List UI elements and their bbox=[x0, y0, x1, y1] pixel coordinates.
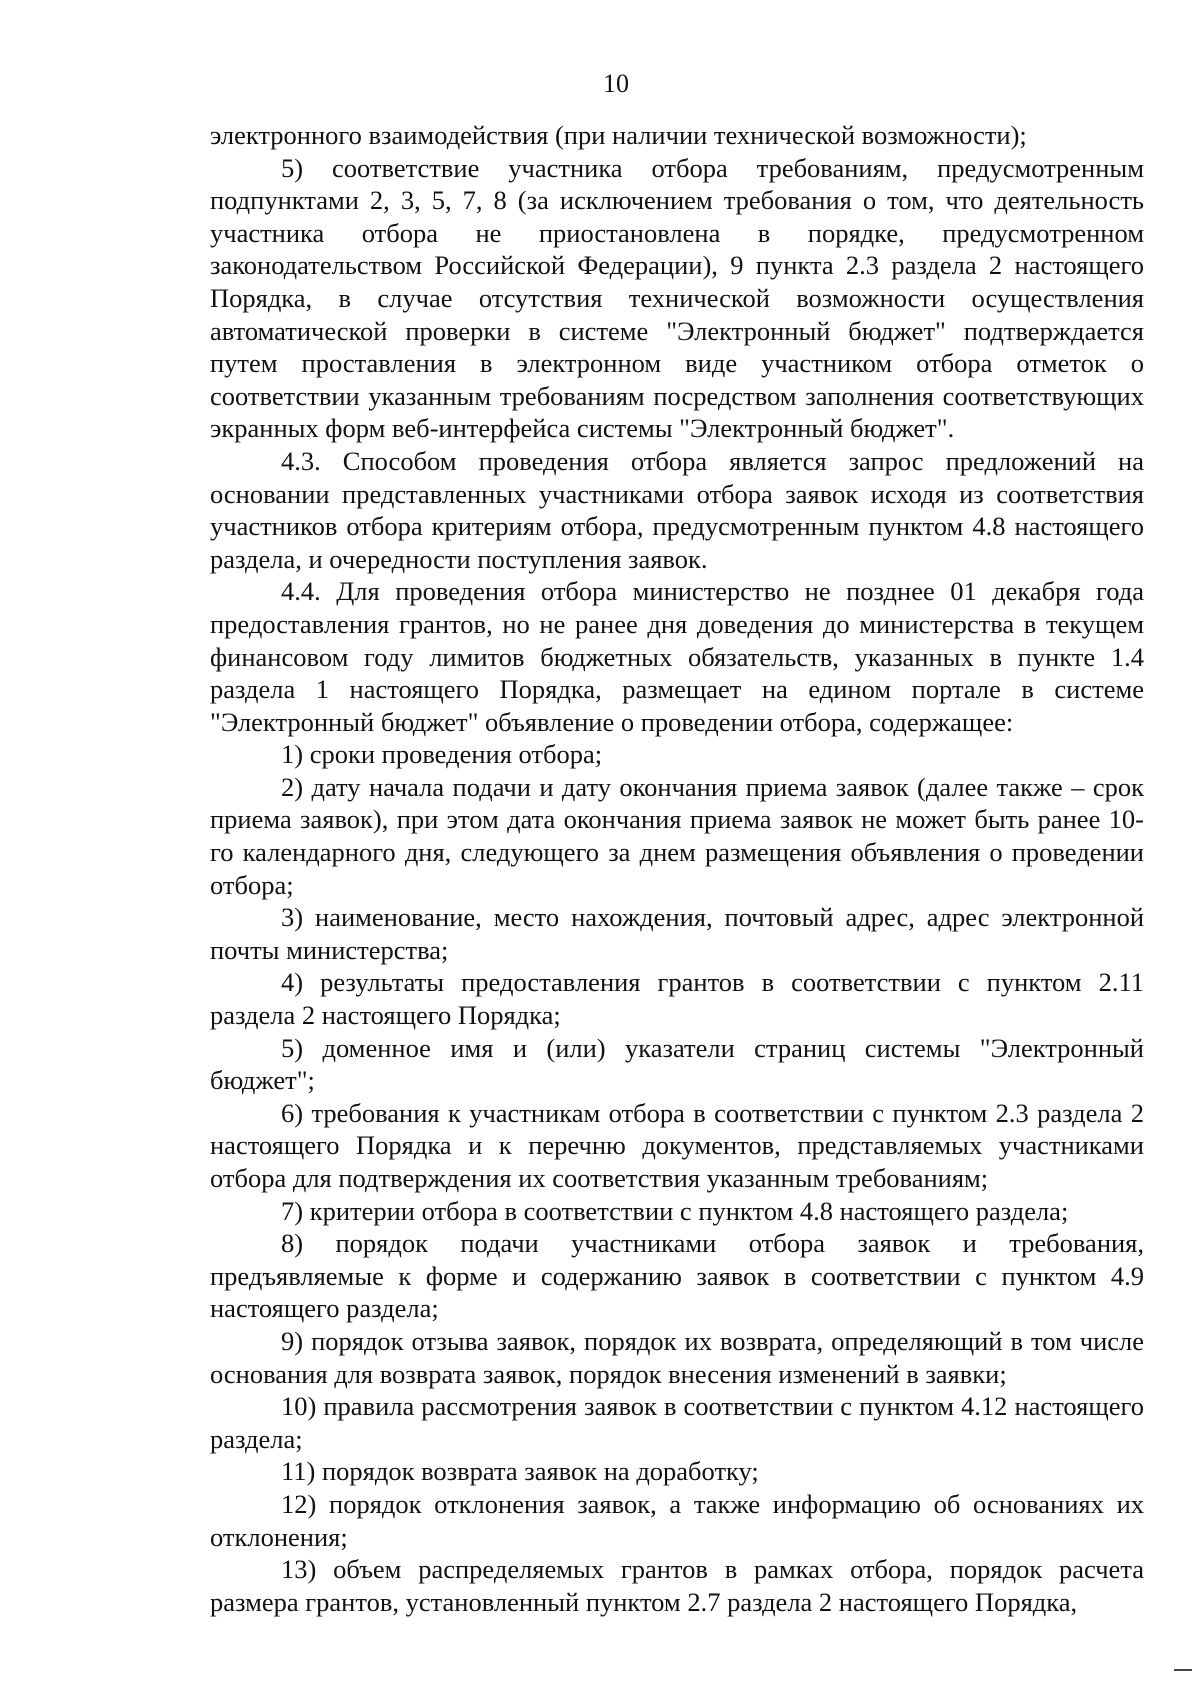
list-item-7: 7) критерии отбора в соответствии с пунктом 4.8 настоящего раздела; bbox=[281, 1195, 1069, 1226]
list-item-1: 1) сроки проведения отбора; bbox=[281, 739, 603, 770]
list-item-3: 3) наименование, место нахождения, почтовый адрес, адрес электронной почты министерства; bbox=[210, 902, 1144, 965]
list-item-9: 9) порядок отзыва заявок, порядок их возврата, определяющий в том числе основания для возврата заявок, порядок внесения изменений в заявки; bbox=[210, 1325, 1144, 1389]
list-item-2: 2) дату начала подачи и дату окончания приема заявок (далее также – срок приема заявок), при этом дата окончания приема заявок не может быть ранее 10-го календарного дня, следующего за днем размещения объявления о проведении отбора; bbox=[210, 771, 1144, 900]
page-number: 10 bbox=[603, 69, 629, 98]
paragraph-item-5: 5) соответствие участника отбора требованиям, предусмотренным подпунктами 2, 3, 5, 7, 8 (за исключением требования о том, что деятельность участника отбора не приостановлена в порядке, предусмотренном законодательством Российской Федерации), 9 пункта 2.3 раздела 2 настоящего Порядка, в случае отсутствия технической возможности осуществления автоматической проверки в системе "Электронный бюджет" подтверждается путем проставления в электронном виде участником отбора отметок о соответствии указанным требованиям посредством заполнения соответствующих экранных форм веб-интерфейса системы "Электронный бюджет". bbox=[210, 152, 1144, 444]
document-body bbox=[210, 119, 1144, 1618]
list-item-10: 10) правила рассмотрения заявок в соответствии с пунктом 4.12 настоящего раздела; bbox=[210, 1391, 1144, 1454]
list-item-4: 4) результаты предоставления грантов в соответствии с пунктом 2.11 раздела 2 настоящего Порядка; bbox=[210, 967, 1144, 1031]
paragraph-continuation: электронного взаимодействия (при наличии технической возможности); bbox=[210, 120, 1027, 150]
scan-edge-mark bbox=[1174, 1669, 1192, 1671]
list-item-8: 8) порядок подачи участниками отбора заявок и требования, предъявляемые к форме и содержанию заявок в соответствии с пунктом 4.9 настоящего раздела; bbox=[210, 1228, 1144, 1324]
list-item-13: 13) объем распределяемых грантов в рамках отбора, порядок расчета размера грантов, установленный пунктом 2.7 раздела 2 настоящего Порядка, bbox=[210, 1554, 1144, 1617]
list-item-11: 11) порядок возврата заявок на доработку; bbox=[281, 1456, 759, 1487]
paragraph-4-4: 4.4. Для проведения отбора министерство не позднее 01 декабря года предоставления грантов, но не ранее дня доведения до министерства в текущем финансовом году лимитов бюджетных обязательств, указанных в пункте 1.4 раздела 1 настоящего Порядка, размещает на едином портале в системе "Электронный бюджет" объявление о проведении отбора, содержащее: bbox=[210, 576, 1144, 737]
list-item-5: 5) доменное имя и (или) указатели страниц системы "Электронный бюджет"; bbox=[210, 1032, 1144, 1096]
list-item-12: 12) порядок отклонения заявок, а также информацию об основаниях их отклонения; bbox=[210, 1488, 1144, 1552]
paragraph-4-3: 4.3. Способом проведения отбора является запрос предложений на основании представленных участниками отбора заявок исходя из соответствия участников отбора критериям отбора, предусмотренным пунктом 4.8 настоящего раздела, и очередности поступления заявок. bbox=[210, 445, 1144, 574]
list-item-6: 6) требования к участникам отбора в соответствии с пунктом 2.3 раздела 2 настоящего Порядка и к перечню документов, представляемых участниками отбора для подтверждения их соответствия указанным требованиям; bbox=[210, 1097, 1144, 1193]
